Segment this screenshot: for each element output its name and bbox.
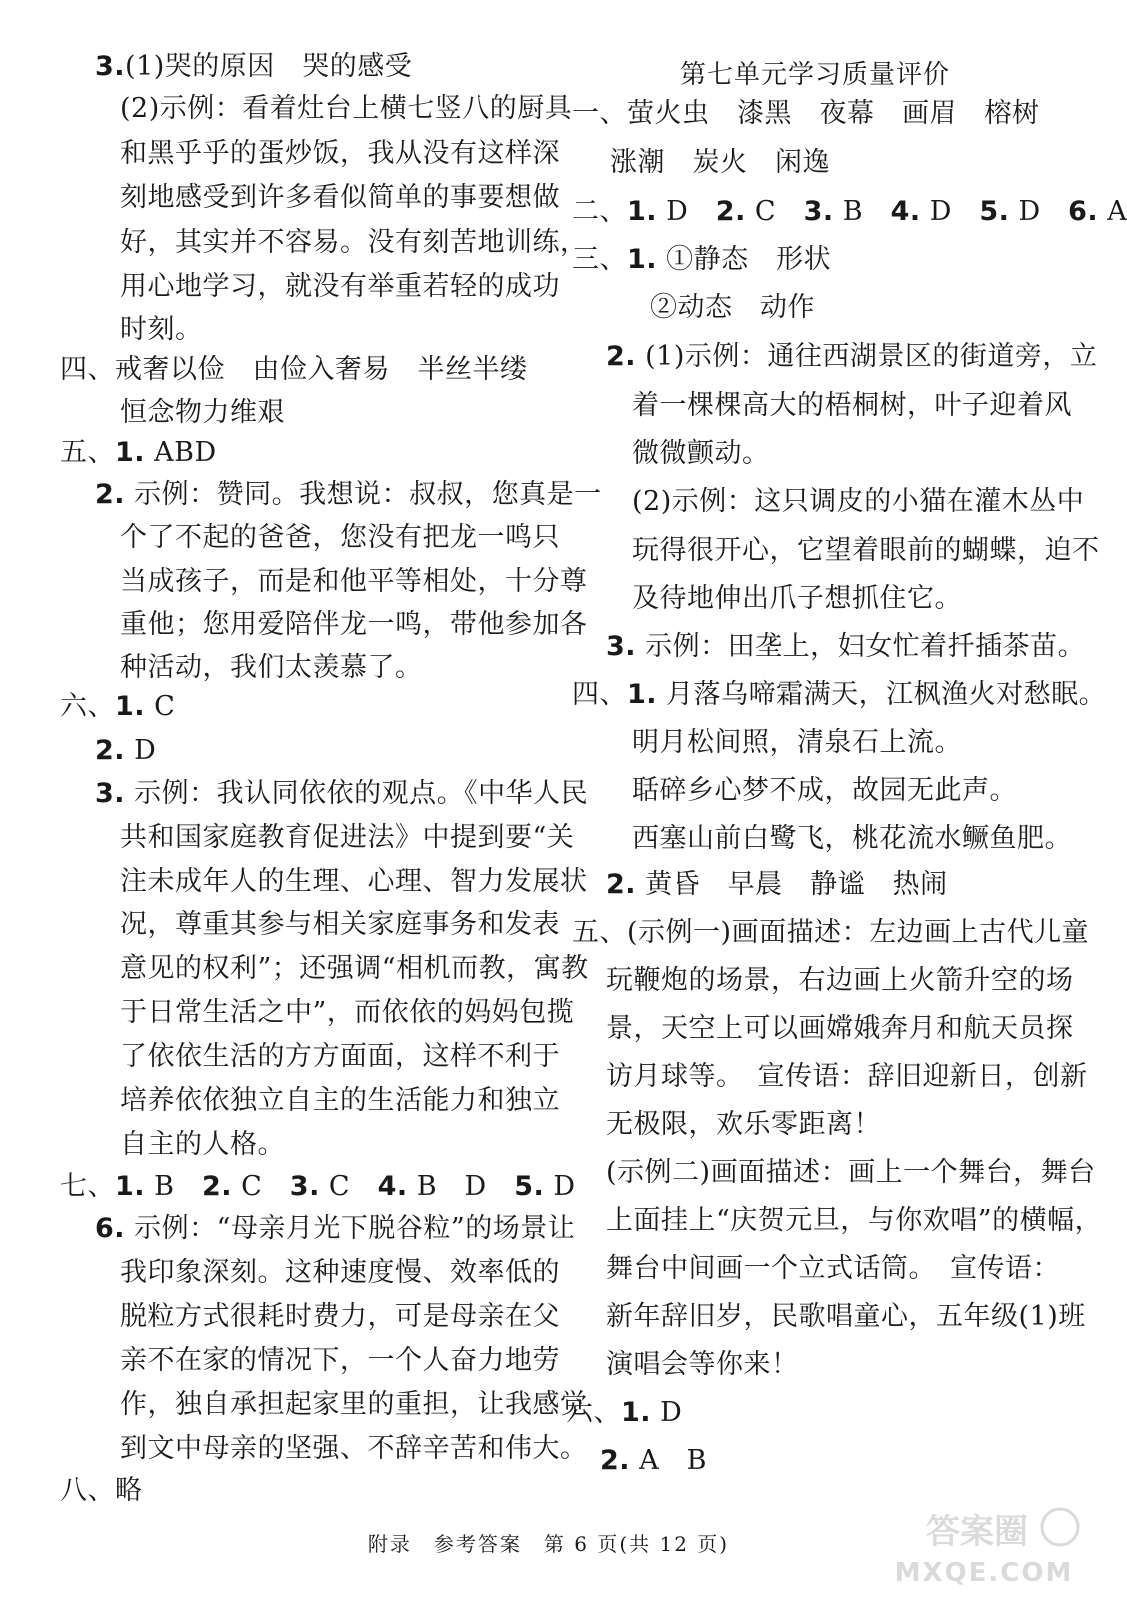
- right-answer-line: ②动态 动作: [650, 292, 815, 323]
- right-answer-line: 涨潮 炭火 闲逸: [610, 147, 830, 178]
- right-answer-line: 2. A B: [600, 1445, 707, 1476]
- watermark-logo: [882, 1503, 1087, 1593]
- left-answer-line: 恒念物力维艰: [120, 397, 285, 428]
- right-answer-line: 舞台中间画一个立式话筒。 宣传语：: [606, 1253, 1060, 1284]
- left-answer-line: 六、1. C: [60, 691, 176, 722]
- right-answer-line: 玩得很开心，它望着眼前的蝴蝶，迫不: [632, 535, 1100, 566]
- left-answer-line: 用心地学习，就没有举重若轻的成功: [120, 271, 560, 302]
- left-answer-line: 脱粒方式很耗时费力，可是母亲在父: [120, 1301, 560, 1332]
- svg-text:MXQE.COM: MXQE.COM: [894, 1558, 1074, 1588]
- left-answer-line: 况，尊重其参与相关家庭事务和发表: [120, 909, 560, 940]
- left-answer-line: 四、戒奢以俭 由俭入奢易 半丝半缕: [60, 354, 528, 385]
- left-answer-line: 培养依依独立自主的生活能力和独立: [120, 1085, 560, 1116]
- svg-text:答案圈: 答案圈: [926, 1512, 1028, 1552]
- left-answer-line: (2)示例：看着灶台上横七竖八的厨具: [120, 93, 573, 124]
- left-answer-line: 好，其实并不容易。没有刻苦地训练，: [120, 227, 588, 258]
- left-answer-line: 刻地感受到许多看似简单的事要想做: [120, 182, 560, 213]
- left-answer-line: 重他；您用爱陪伴龙一鸣，带他参加各: [120, 609, 588, 640]
- right-answer-line: 五、(示例一)画面描述：左边画上古代儿童: [572, 917, 1090, 948]
- right-answer-line: 一、萤火虫 漆黑 夜幕 画眉 榕树: [572, 98, 1040, 129]
- right-answer-line: 及待地伸出爪子想抓住它。: [632, 583, 962, 614]
- left-answer-line: 6. 示例：“母亲月光下脱谷粒”的场景让: [95, 1213, 576, 1244]
- right-answer-line: 上面挂上“庆贺元旦，与你欢唱”的横幅，: [606, 1205, 1103, 1236]
- left-answer-line: 注未成年人的生理、心理、智力发展状: [120, 866, 588, 897]
- right-answer-line: 新年辞旧岁，民歌唱童心，五年级(1)班: [606, 1301, 1086, 1332]
- left-answer-line: 和黑乎乎的蛋炒饭，我从没有这样深: [120, 138, 560, 169]
- left-answer-line: 2. 示例：赞同。我想说：叔叔，您真是一: [95, 479, 602, 510]
- right-answer-line: 景，天空上可以画嫦娥奔月和航天员探: [606, 1013, 1074, 1044]
- left-answer-line: 3. 示例：我认同依依的观点。《中华人民: [95, 778, 589, 809]
- left-answer-line: 自主的人格。: [120, 1129, 285, 1160]
- left-answer-line: 种活动，我们太羡慕了。: [120, 652, 423, 683]
- left-answer-line: 到文中母亲的坚强、不辞辛苦和伟大。: [120, 1433, 588, 1464]
- section-title: 第七单元学习质量评价: [680, 60, 951, 90]
- right-answer-line: 微微颤动。: [632, 438, 770, 469]
- right-answer-line: (示例二)画面描述：画上一个舞台，舞台: [606, 1157, 1096, 1188]
- right-answer-line: 三、1. ①静态 形状: [572, 244, 832, 275]
- right-answer-line: 2. 黄昏 早晨 静谧 热闹: [606, 869, 948, 900]
- right-answer-line: 着一棵棵高大的梧桐树，叶子迎着风: [632, 390, 1072, 421]
- right-answer-line: 2. (1)示例：通往西湖景区的街道旁，立: [606, 341, 1098, 372]
- right-answer-line: 聒碎乡心梦不成，故园无此声。: [632, 775, 1017, 806]
- left-answer-line: 当成孩子，而是和他平等相处，十分尊: [120, 566, 588, 597]
- left-answer-line: 2. D: [95, 735, 157, 766]
- right-answer-line: (2)示例：这只调皮的小猫在灌木丛中: [632, 486, 1085, 517]
- right-answer-line: 四、1. 月落乌啼霜满天，江枫渔火对愁眠。: [572, 679, 1107, 710]
- left-answer-line: 七、1. B 2. C 3. C 4. B D 5. D: [60, 1171, 576, 1202]
- left-answer-line: 五、1. ABD: [60, 437, 217, 468]
- right-answer-line: 二、1. D 2. C 3. B 4. D 5. D 6. A: [572, 196, 1127, 227]
- right-answer-line: 明月松间照，清泉石上流。: [632, 727, 962, 758]
- right-answer-line: 3. 示例：田垄上，妇女忙着扦插茶苗。: [606, 631, 1086, 662]
- left-answer-line: 作，独自承担起家里的重担，让我感觉: [120, 1389, 588, 1420]
- right-answer-line: 访月球等。 宣传语：辞旧迎新日，创新: [606, 1061, 1088, 1092]
- right-answer-line: 西塞山前白鹭飞，桃花流水鳜鱼肥。: [632, 823, 1072, 854]
- left-answer-line: 亲不在家的情况下，一个人奋力地劳: [120, 1345, 560, 1376]
- page-footer: 附录 参考答案 第 6 页(共 12 页): [367, 1532, 730, 1556]
- left-answer-line: 我印象深刻。这种速度慢、效率低的: [120, 1257, 560, 1288]
- right-answer-line: 六、1. D: [566, 1397, 683, 1428]
- right-answer-line: 玩鞭炮的场景，右边画上火箭升空的场: [606, 965, 1074, 996]
- right-answer-line: 无极限，欢乐零距离！: [606, 1109, 881, 1140]
- left-answer-line: 了依依生活的方方面面，这样不利于: [120, 1041, 560, 1072]
- left-answer-line: 个了不起的爸爸，您没有把龙一鸣只: [120, 522, 560, 553]
- left-answer-line: 3.(1)哭的原因 哭的感受: [95, 51, 413, 82]
- left-answer-line: 时刻。: [120, 314, 203, 345]
- left-answer-line: 八、略: [60, 1475, 143, 1506]
- left-answer-line: 于日常生活之中”，而依依的妈妈包揽: [120, 997, 575, 1028]
- left-answer-line: 意见的权利”；还强调“相机而教，寓教: [120, 953, 589, 984]
- left-answer-line: 共和国家庭教育促进法》中提到要“关: [120, 822, 575, 853]
- right-answer-line: 演唱会等你来！: [606, 1349, 799, 1380]
